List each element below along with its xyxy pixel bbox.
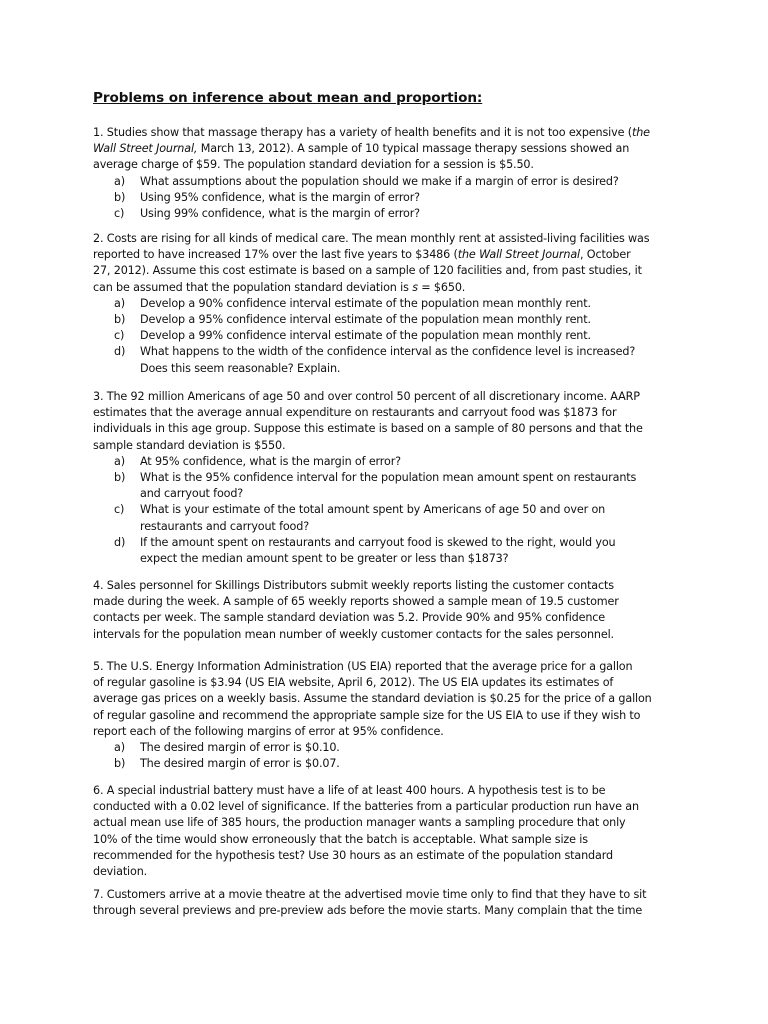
italic-text: the Wall Street Journal [457, 248, 580, 262]
sub-question-marker: c) [114, 503, 125, 517]
sub-question-marker: a) [114, 740, 125, 754]
sub-question-text: The desired margin of error is $0.07. [140, 757, 340, 771]
sub-question-text: Develop a 99% confidence interval estimate of the population mean monthly rent. [140, 329, 591, 343]
sub-question-marker: c) [114, 329, 125, 343]
sub-question [93, 344, 693, 376]
sub-question-marker: b) [114, 190, 126, 204]
text-segment: actual mean use life of 385 hours, the production manager wants a sampling procedure that only [93, 816, 626, 830]
text-segment: deviation. [93, 864, 148, 878]
text-segment: 1. Studies show that massage therapy has a variety of health benefits and it is not too expensive ( [93, 126, 632, 139]
italic-text: the [631, 126, 650, 139]
problem-line [93, 864, 693, 880]
problem-line [93, 578, 693, 594]
text-segment: of regular gasoline and recommend the appropriate sample size for the US EIA to use if they wish to [93, 708, 641, 722]
problem-line [93, 815, 693, 831]
sub-question [93, 535, 693, 567]
sub-question [93, 190, 693, 206]
sub-question-marker: c) [114, 206, 125, 220]
sub-question-text: Using 99% confidence, what is the margin of error? [140, 206, 420, 220]
text-segment: 2. Costs are rising for all kinds of medical care. The mean monthly rent at assisted-living facilities was [93, 232, 650, 245]
text-segment: 6. A special industrial battery must have a life of at least 400 hours. A hypothesis test is to be [93, 784, 606, 797]
sub-question-text: The desired margin of error is $0.10. [140, 740, 340, 754]
problem-line [93, 263, 693, 279]
sub-question [93, 502, 693, 534]
problem-6 [93, 783, 693, 880]
italic-text: Wall Street Journal, [93, 142, 198, 156]
text-segment: March 13, 2012). A sample of 10 typical massage therapy sessions showed an [197, 142, 630, 156]
problem-line [93, 421, 693, 437]
problem-line [93, 157, 693, 173]
italic-text: s [412, 280, 418, 294]
sub-question-text: What is the 95% confidence interval for the population mean amount spent on restaurants [140, 470, 637, 484]
problem-line [93, 903, 693, 919]
text-segment: 7. Customers arrive at a movie theatre at the advertised movie time only to find that they have to sit [93, 888, 647, 901]
problem-line [93, 610, 693, 626]
problem-4 [93, 578, 693, 643]
sub-question-text: Does this seem reasonable? Explain. [140, 361, 341, 375]
sub-question-marker: b) [114, 470, 126, 484]
text-segment: average charge of $59. The population standard deviation for a session is $5.50. [93, 158, 534, 172]
problem-line [93, 887, 693, 903]
sub-question [93, 328, 693, 344]
sub-question [93, 740, 693, 756]
problem-line [93, 280, 693, 296]
sub-question-text: Develop a 90% confidence interval estimate of the population mean monthly rent. [140, 296, 591, 310]
text-segment: report each of the following margins of error at 95% confidence. [93, 724, 444, 738]
problem-line [93, 848, 693, 864]
sub-question [93, 206, 693, 222]
sub-question-text: and carryout food? [140, 487, 244, 501]
problem-2 [93, 231, 693, 377]
text-segment: = $650. [417, 280, 466, 294]
sub-question-marker: d) [114, 535, 126, 549]
sub-question-text: restaurants and carryout food? [140, 519, 309, 533]
problem-line [93, 627, 693, 643]
sub-question-text: What is your estimate of the total amount spent by Americans of age 50 and over on [140, 503, 606, 517]
sub-question [93, 756, 693, 772]
text-segment: 10% of the time would show erroneously that the batch is acceptable. What sample size is [93, 832, 588, 846]
problem-line [93, 832, 693, 848]
problem-1 [93, 125, 693, 222]
document-title: Problems on inference about mean and proportion: [93, 90, 483, 106]
text-segment: , October [579, 248, 631, 262]
problem-line [93, 724, 693, 740]
problem-line [93, 783, 693, 799]
problem-line [93, 389, 693, 405]
problem-3 [93, 389, 693, 567]
sub-question-marker: a) [114, 174, 125, 188]
sub-question [93, 470, 693, 502]
problem-line [93, 691, 693, 707]
text-segment: through several previews and pre-preview ads before the movie starts. Many complain that the time [93, 904, 643, 918]
problem-line [93, 438, 693, 454]
problem-line [93, 594, 693, 610]
text-segment: 4. Sales personnel for Skillings Distributors submit weekly reports listing the customer contacts [93, 579, 614, 592]
text-segment: made during the week. A sample of 65 weekly reports showed a sample mean of 19.5 customer [93, 595, 619, 609]
problem-line [93, 405, 693, 421]
problem-line [93, 659, 693, 675]
problem-5 [93, 659, 693, 772]
text-segment: reported to have increased 17% over the last five years to $3486 ( [93, 248, 458, 262]
text-segment: average gas prices on a weekly basis. Assume the standard deviation is $0.25 for the price of a gallon [93, 692, 652, 706]
sub-question-marker: a) [114, 296, 125, 310]
problem-line [93, 247, 693, 263]
text-segment: individuals in this age group. Suppose this estimate is based on a sample of 80 persons and that the [93, 422, 643, 436]
text-segment: can be assumed that the population standard deviation is [93, 280, 413, 294]
sub-question-text: What happens to the width of the confidence interval as the confidence level is increased? [140, 345, 636, 359]
problem-line [93, 231, 693, 247]
sub-question-text: If the amount spent on restaurants and carryout food is skewed to the right, would you [140, 535, 616, 549]
text-segment: 5. The U.S. Energy Information Administration (US EIA) reported that the average price for a gallon [93, 660, 633, 673]
text-segment: recommended for the hypothesis test? Use 30 hours as an estimate of the population standard [93, 848, 613, 862]
problem-line [93, 125, 693, 141]
sub-question-marker: b) [114, 312, 126, 326]
text-segment: intervals for the population mean number of weekly customer contacts for the sales personnel. [93, 627, 614, 641]
text-segment: conducted with a 0.02 level of significance. If the batteries from a particular production run have an [93, 800, 639, 814]
problem-line [93, 708, 693, 724]
sub-question-marker: a) [114, 454, 125, 468]
problem-line [93, 141, 693, 157]
text-segment: 3. The 92 million Americans of age 50 and over control 50 percent of all discretionary income. AARP [93, 390, 640, 403]
sub-question-text: What assumptions about the population should we make if a margin of error is desired? [140, 174, 619, 188]
sub-question-marker: b) [114, 757, 126, 771]
text-segment: sample standard deviation is $550. [93, 438, 286, 452]
text-segment: estimates that the average annual expenditure on restaurants and carryout food was $1873 for [93, 406, 617, 420]
problem-line [93, 675, 693, 691]
text-segment: 27, 2012). Assume this cost estimate is based on a sample of 120 facilities and, from past studies, it [93, 264, 642, 278]
sub-question [93, 454, 693, 470]
sub-question [93, 296, 693, 312]
sub-question-text: At 95% confidence, what is the margin of error? [140, 454, 401, 468]
sub-question-marker: d) [114, 345, 126, 359]
sub-question [93, 312, 693, 328]
sub-question-text: expect the median amount spent to be greater or less than $1873? [140, 551, 509, 565]
sub-question-text: Develop a 95% confidence interval estimate of the population mean monthly rent. [140, 312, 591, 326]
text-segment: of regular gasoline is $3.94 (US EIA website, April 6, 2012). The US EIA updates its estimates of [93, 676, 614, 690]
sub-question-text: Using 95% confidence, what is the margin of error? [140, 190, 420, 204]
problem-line [93, 799, 693, 815]
problem-7 [93, 887, 693, 919]
text-segment: contacts per week. The sample standard deviation was 5.2. Provide 90% and 95% confidence [93, 611, 606, 625]
sub-question [93, 174, 693, 190]
